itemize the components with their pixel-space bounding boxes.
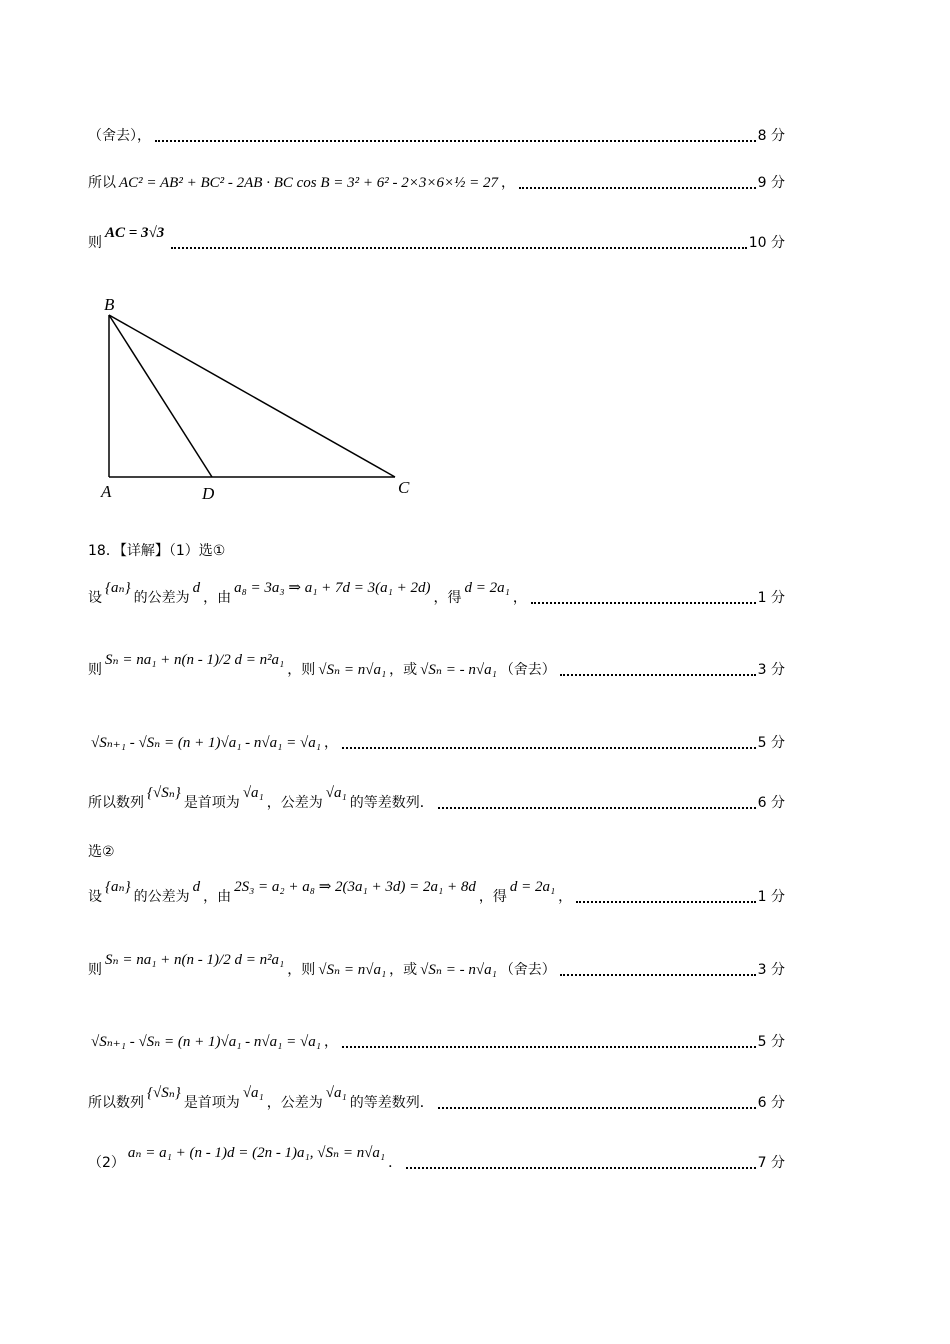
score: 1 分: [757, 590, 785, 606]
score: 1 分: [757, 889, 785, 905]
line-discard: [88, 126, 785, 146]
formula: AC² = AB² + BC² - 2AB · BC cos B = 3² + 6² - 2×3×6×½ = 27: [119, 175, 498, 191]
text: 所以数列: [88, 795, 144, 811]
text: 是首项为: [183, 795, 240, 811]
text: 的公差为: [133, 590, 190, 606]
text: （舍去）: [499, 662, 556, 678]
text: ，则: [287, 662, 316, 678]
text: （2）: [88, 1155, 125, 1171]
text: 设: [88, 590, 102, 606]
text: ，: [558, 889, 573, 905]
leader-dots: [438, 807, 756, 809]
text: ，则: [287, 962, 316, 978]
triangle-figure: [95, 290, 425, 510]
p1-line-1: [88, 580, 785, 608]
leader-dots: [560, 974, 756, 976]
formula: √a₁: [325, 785, 347, 801]
text: 设: [88, 889, 102, 905]
formula: √Sₙ = n√a₁: [318, 662, 387, 678]
score: 3 分: [757, 962, 785, 978]
formula: √a₁: [242, 785, 264, 801]
line-law-of-cosines: [88, 173, 785, 193]
leader-dots: [438, 1107, 756, 1109]
p1-line-3: [88, 733, 785, 753]
formula: √Sₙ = - n√a₁: [420, 962, 497, 978]
formula: d: [192, 879, 201, 895]
text: ，公差为: [266, 795, 323, 811]
formula: {aₙ}: [105, 879, 131, 895]
score: 8 分: [757, 128, 785, 144]
text: ，: [512, 590, 527, 606]
p1-line-4: [88, 785, 785, 813]
score: 7 分: [757, 1155, 785, 1171]
text: 的公差为: [133, 889, 190, 905]
formula: 2S₃ = a₂ + a₈ ⇒ 2(3a₁ + 3d) = 2a₁ + 8d: [234, 879, 476, 895]
formula: Sₙ = na₁ + n(n - 1)/2 d = n²a₁: [105, 652, 285, 668]
label-b: B: [104, 295, 115, 314]
segment-bd: [109, 315, 212, 477]
leader-dots: [155, 140, 756, 142]
part2-line: [88, 1145, 785, 1173]
text: ，或: [389, 662, 418, 678]
label-d: D: [202, 484, 215, 503]
formula: √a₁: [325, 1085, 347, 1101]
score: 5 分: [757, 735, 785, 751]
text: ，公差为: [266, 1095, 323, 1111]
p2-line-4: [88, 1085, 785, 1113]
formula: {√Sₙ}: [147, 785, 181, 801]
line-prefix: 所以: [88, 175, 116, 191]
score: 6 分: [757, 795, 785, 811]
formula: {aₙ}: [105, 580, 131, 596]
text: ，得: [433, 590, 462, 606]
text: ，得: [478, 889, 507, 905]
text: ，或: [389, 962, 418, 978]
line-prefix: 则: [88, 235, 102, 251]
leader-dots: [342, 1046, 756, 1048]
score: 3 分: [757, 662, 785, 678]
score: 10 分: [748, 235, 785, 251]
leader-dots: [342, 747, 756, 749]
formula: aₙ = a₁ + (n - 1)d = (2n - 1)a₁, √Sₙ = n√a₁: [127, 1145, 386, 1161]
segment-bc: [109, 315, 395, 477]
formula: √Sₙ = n√a₁: [318, 962, 387, 978]
formula: d = 2a₁: [509, 879, 556, 895]
separator: ，: [501, 175, 515, 191]
leader-dots: [519, 187, 756, 189]
score: 6 分: [757, 1095, 785, 1111]
formula: √Sₙ₊₁ - √Sₙ = (n + 1)√a₁ - n√a₁ = √a₁: [91, 1034, 321, 1050]
text: 的等差数列．: [349, 1095, 434, 1111]
score: 9 分: [757, 175, 785, 191]
leader-dots: [531, 602, 756, 604]
p2-line-1: [88, 879, 785, 907]
formula: d: [192, 580, 201, 596]
section-heading: [88, 541, 785, 561]
text: ．: [388, 1155, 403, 1171]
text: 的等差数列．: [349, 795, 434, 811]
label-a: A: [101, 482, 112, 501]
formula: √Sₙ = - n√a₁: [420, 662, 497, 678]
leader-dots: [171, 247, 746, 249]
line-text: （舍去），: [88, 128, 151, 144]
formula: √a₁: [242, 1085, 264, 1101]
p2-line-3: [88, 1032, 785, 1052]
choose-2-heading: [88, 842, 785, 862]
p2-line-2: [88, 952, 785, 980]
formula: Sₙ = na₁ + n(n - 1)/2 d = n²a₁: [105, 952, 285, 968]
text: ，: [323, 1034, 338, 1050]
p1-line-2: [88, 652, 785, 680]
line-result-ac: [88, 225, 785, 253]
formula: d = 2a₁: [464, 580, 510, 596]
text: （舍去）: [499, 962, 556, 978]
formula: AC = 3√3: [105, 225, 165, 241]
text: ，由: [203, 590, 232, 606]
text: 则: [88, 662, 102, 678]
section-title: 18．【详解】（1）选①: [88, 543, 226, 559]
leader-dots: [406, 1167, 755, 1169]
formula: {√Sₙ}: [147, 1085, 181, 1101]
text: ，: [323, 735, 338, 751]
label-c: C: [398, 478, 410, 497]
text: ，由: [203, 889, 232, 905]
text: 是首项为: [183, 1095, 240, 1111]
score: 5 分: [757, 1034, 785, 1050]
text: 则: [88, 962, 102, 978]
leader-dots: [576, 901, 755, 903]
formula: √Sₙ₊₁ - √Sₙ = (n + 1)√a₁ - n√a₁ = √a₁: [91, 735, 321, 751]
leader-dots: [560, 674, 756, 676]
formula: a₈ = 3a₃ ⇒ a₁ + 7d = 3(a₁ + 2d): [234, 580, 431, 596]
text: 所以数列: [88, 1095, 144, 1111]
section-subtitle: 选②: [88, 844, 115, 860]
